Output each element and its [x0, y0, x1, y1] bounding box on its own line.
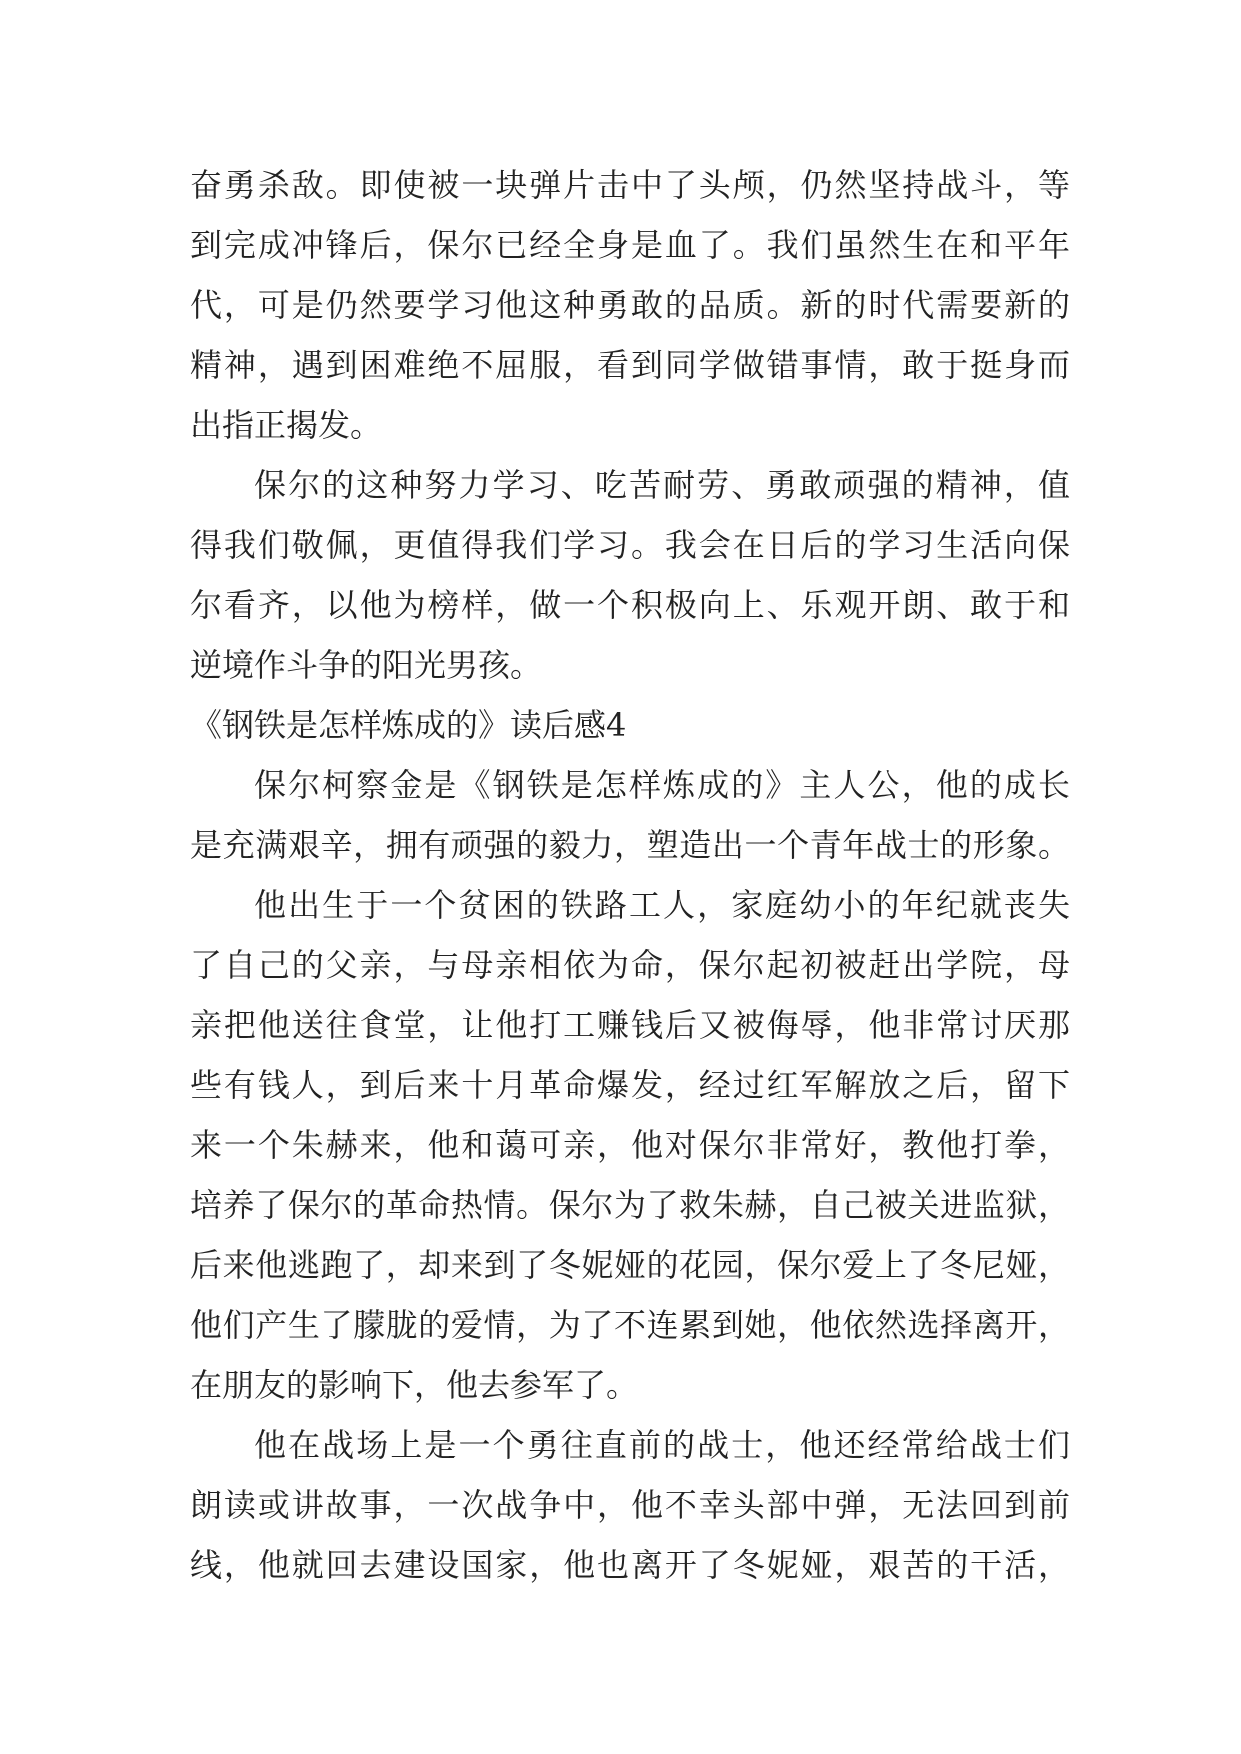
text-line: 逆境作斗争的阳光男孩。 — [190, 646, 543, 684]
document-body — [190, 155, 1070, 1595]
text-line: 他出生于一个贫困的铁路工人，家庭幼小的年纪就丧失 — [254, 886, 1070, 924]
text-line: 朗读或讲故事，一次战争中，他不幸头部中弹，无法回到前 — [190, 1486, 1070, 1524]
text-line: 培养了保尔的革命热情。保尔为了救朱赫，自己被关进监狱， — [190, 1186, 1070, 1224]
text-line: 出指正揭发。 — [190, 406, 383, 444]
text-line: 精神，遇到困难绝不屈服，看到同学做错事情，敢于挺身而 — [190, 346, 1070, 384]
text-line: 到完成冲锋后，保尔已经全身是血了。我们虽然生在和平年 — [190, 226, 1070, 264]
text-line: 代，可是仍然要学习他这种勇敢的品质。新的时代需要新的 — [190, 286, 1070, 324]
text-line: 在朋友的影响下，他去参军了。 — [190, 1366, 639, 1404]
text-line: 亲把他送往食堂，让他打工赚钱后又被侮辱，他非常讨厌那 — [190, 1006, 1070, 1044]
text-line: 尔看齐，以他为榜样，做一个积极向上、乐观开朗、敢于和 — [190, 586, 1070, 624]
section-heading: 《钢铁是怎样炼成的》读后感4 — [190, 706, 627, 744]
text-line: 保尔柯察金是《钢铁是怎样炼成的》主人公，他的成长 — [254, 766, 1070, 804]
text-line: 他在战场上是一个勇往直前的战士，他还经常给战士们 — [254, 1426, 1070, 1464]
text-line: 得我们敬佩，更值得我们学习。我会在日后的学习生活向保 — [190, 526, 1070, 564]
text-line: 了自己的父亲，与母亲相依为命，保尔起初被赶出学院，母 — [190, 946, 1070, 984]
text-line: 是充满艰辛，拥有顽强的毅力，塑造出一个青年战士的形象。 — [190, 826, 1070, 864]
text-line: 他们产生了朦胧的爱情，为了不连累到她，他依然选择离开， — [190, 1306, 1070, 1344]
text-line: 后来他逃跑了，却来到了冬妮娅的花园，保尔爱上了冬尼娅， — [190, 1246, 1070, 1284]
text-line: 来一个朱赫来，他和蔼可亲，他对保尔非常好，教他打拳， — [190, 1126, 1070, 1164]
text-line: 保尔的这种努力学习、吃苦耐劳、勇敢顽强的精神，值 — [254, 466, 1070, 504]
text-line: 线，他就回去建设国家，他也离开了冬妮娅，艰苦的干活， — [190, 1546, 1070, 1584]
text-line: 奋勇杀敌。即使被一块弹片击中了头颅，仍然坚持战斗，等 — [190, 166, 1070, 204]
text-line: 些有钱人，到后来十月革命爆发，经过红军解放之后，留下 — [190, 1066, 1070, 1104]
